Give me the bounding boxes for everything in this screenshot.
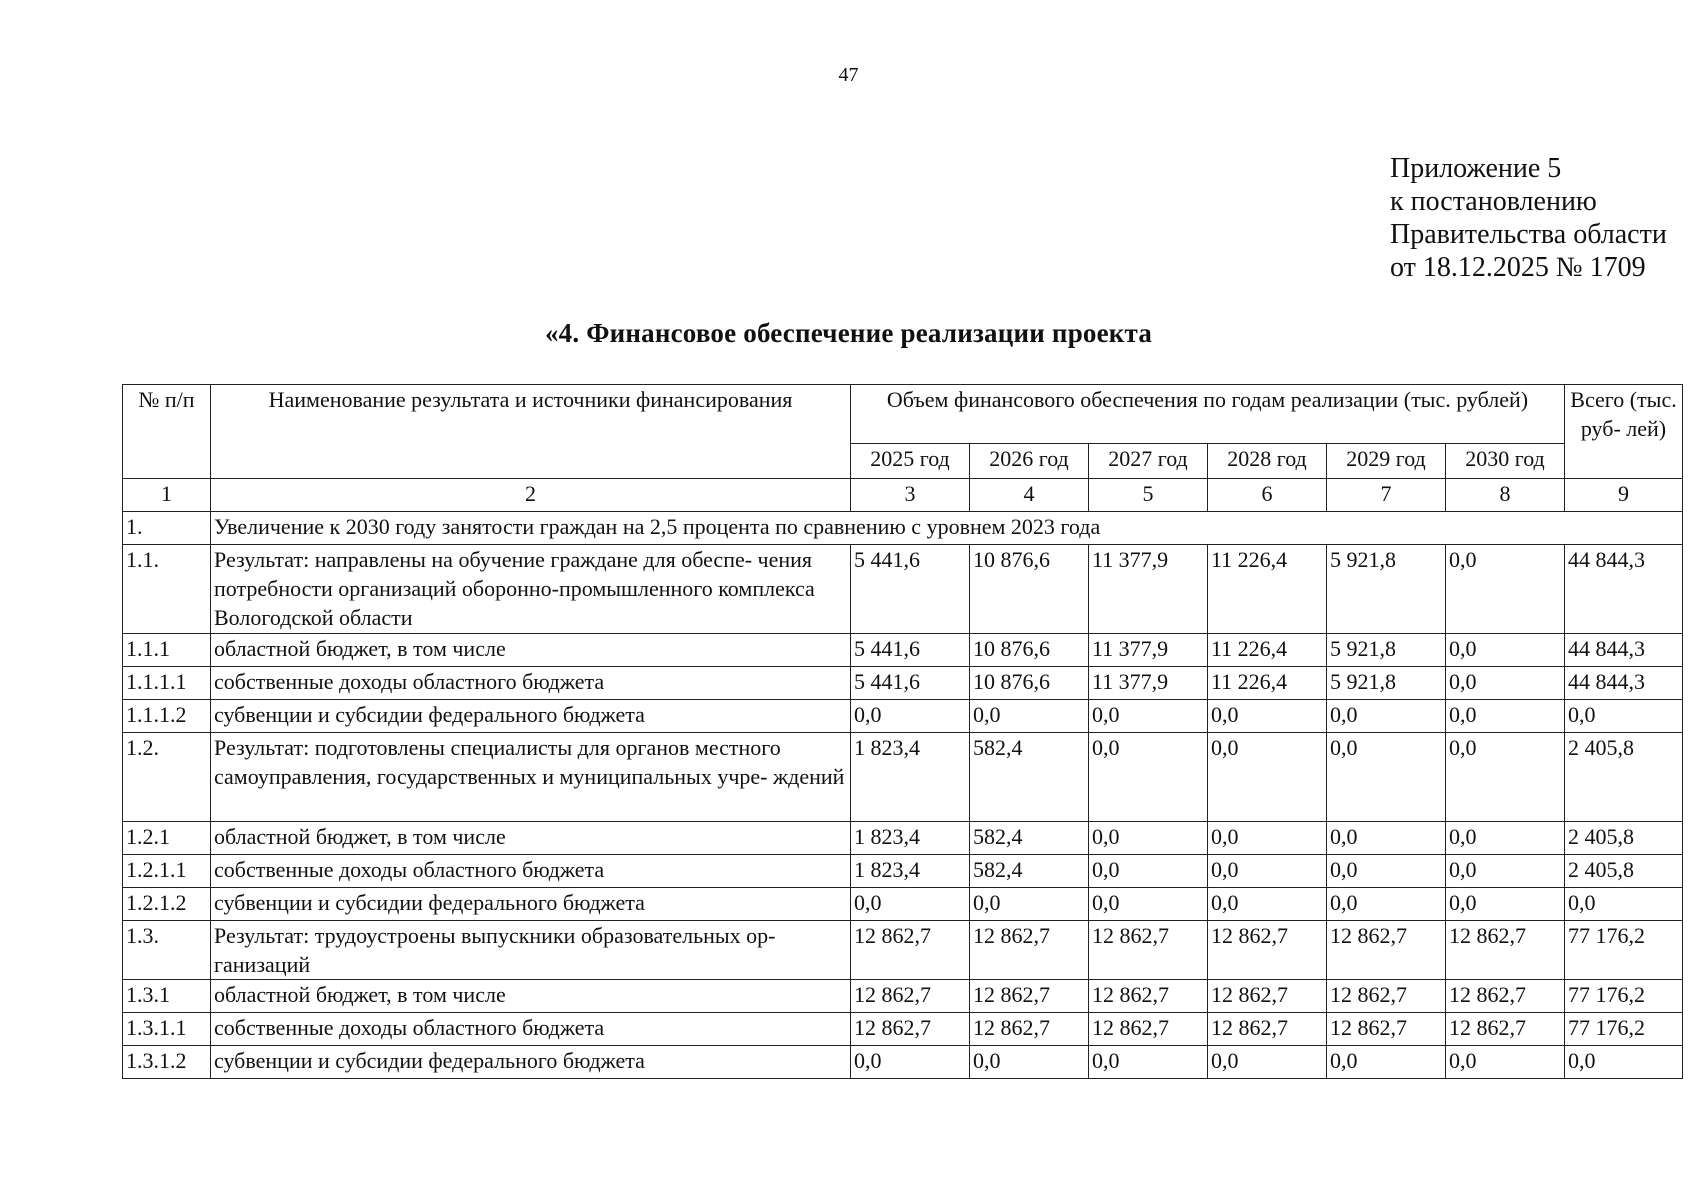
header-year: 2030 год: [1446, 444, 1565, 479]
cell-value: 12 862,7: [1089, 1013, 1208, 1046]
cell-value: 0,0: [970, 1046, 1089, 1079]
row-name: Результат: трудоустроены выпускники образовательных ор- ганизаций: [211, 921, 851, 980]
table-row: [123, 733, 1683, 822]
table-body: [123, 512, 1683, 1079]
table-header: [123, 385, 1683, 512]
cell-value: 0,0: [1089, 1046, 1208, 1079]
cell-total: 2 405,8: [1565, 733, 1683, 822]
cell-value: 0,0: [1446, 1046, 1565, 1079]
cell-value: 5 921,8: [1327, 667, 1446, 700]
cell-value: 12 862,7: [1446, 921, 1565, 980]
cell-value: 0,0: [1089, 700, 1208, 733]
cell-value: 0,0: [1089, 855, 1208, 888]
cell-value: 10 876,6: [970, 634, 1089, 667]
row-num: 1.2.: [123, 733, 211, 822]
column-number: 8: [1446, 479, 1565, 512]
row-num: 1.2.1: [123, 822, 211, 855]
header-name: Наименование результата и источники финансирования: [211, 385, 851, 479]
row-name: собственные доходы областного бюджета: [211, 855, 851, 888]
cell-value: 12 862,7: [1446, 1013, 1565, 1046]
appendix-line: от 18.12.2025 № 1709: [1390, 252, 1646, 283]
cell-total: 44 844,3: [1565, 545, 1683, 634]
row-num: 1.3.1.1: [123, 1013, 211, 1046]
cell-value: 0,0: [1327, 1046, 1446, 1079]
section-row: [123, 512, 1683, 545]
column-number: 1: [123, 479, 211, 512]
cell-value: 5 921,8: [1327, 634, 1446, 667]
cell-value: 0,0: [1327, 888, 1446, 921]
cell-value: 12 862,7: [1089, 980, 1208, 1013]
appendix-line: Приложение 5: [1390, 153, 1562, 184]
table-row: [123, 545, 1683, 634]
cell-value: 0,0: [1327, 733, 1446, 822]
row-name: субвенции и субсидии федерального бюджета: [211, 700, 851, 733]
cell-value: 12 862,7: [1208, 1013, 1327, 1046]
cell-value: 582,4: [970, 822, 1089, 855]
row-name: Результат: направлены на обучение граждане для обеспе- чения потребности организаций оборонно-промышленного комплекса Вологодской области: [211, 545, 851, 634]
header-year: 2027 год: [1089, 444, 1208, 479]
cell-value: 12 862,7: [851, 980, 970, 1013]
column-number: 2: [211, 479, 851, 512]
cell-value: 11 226,4: [1208, 667, 1327, 700]
row-name: собственные доходы областного бюджета: [211, 1013, 851, 1046]
table-row: [123, 855, 1683, 888]
cell-value: 1 823,4: [851, 855, 970, 888]
cell-total: 2 405,8: [1565, 822, 1683, 855]
cell-value: 12 862,7: [1208, 921, 1327, 980]
row-num: 1.: [123, 512, 211, 545]
column-number: 3: [851, 479, 970, 512]
row-num: 1.1.1: [123, 634, 211, 667]
cell-value: 0,0: [1208, 733, 1327, 822]
row-num: 1.1.1.1: [123, 667, 211, 700]
row-name: областной бюджет, в том числе: [211, 822, 851, 855]
column-number: 9: [1565, 479, 1683, 512]
cell-value: 0,0: [851, 1046, 970, 1079]
cell-value: 0,0: [1446, 545, 1565, 634]
column-number: 6: [1208, 479, 1327, 512]
cell-value: 11 377,9: [1089, 667, 1208, 700]
cell-value: 10 876,6: [970, 667, 1089, 700]
cell-value: 0,0: [1446, 733, 1565, 822]
cell-value: 0,0: [1446, 822, 1565, 855]
cell-value: 5 441,6: [851, 667, 970, 700]
header-num: № п/п: [123, 385, 211, 479]
cell-value: 0,0: [1208, 822, 1327, 855]
cell-value: 0,0: [1446, 888, 1565, 921]
cell-total: 44 844,3: [1565, 634, 1683, 667]
page-number: 47: [838, 64, 859, 86]
cell-total: 77 176,2: [1565, 1013, 1683, 1046]
cell-value: 0,0: [1089, 822, 1208, 855]
header-total: Всего (тыс. руб- лей): [1565, 385, 1683, 479]
cell-value: 0,0: [851, 888, 970, 921]
cell-value: 12 862,7: [1208, 980, 1327, 1013]
cell-total: 2 405,8: [1565, 855, 1683, 888]
cell-value: 0,0: [1327, 855, 1446, 888]
appendix-note: [1390, 152, 1667, 284]
cell-value: 0,0: [1327, 700, 1446, 733]
appendix-line: к постановлению: [1390, 186, 1597, 217]
financing-table: [122, 384, 1683, 1079]
header-year: 2026 год: [970, 444, 1089, 479]
table-row: [123, 888, 1683, 921]
cell-value: 10 876,6: [970, 545, 1089, 634]
cell-value: 0,0: [1208, 1046, 1327, 1079]
document-title: «4. Финансовое обеспечение реализации проекта: [544, 318, 1153, 348]
cell-value: 0,0: [1446, 667, 1565, 700]
row-name: субвенции и субсидии федерального бюджета: [211, 888, 851, 921]
cell-value: 5 441,6: [851, 634, 970, 667]
cell-value: 12 862,7: [1327, 980, 1446, 1013]
cell-total: 0,0: [1565, 888, 1683, 921]
header-year: 2025 год: [851, 444, 970, 479]
cell-value: 0,0: [1327, 822, 1446, 855]
table-row: [123, 921, 1683, 980]
cell-value: 12 862,7: [970, 980, 1089, 1013]
cell-total: 0,0: [1565, 700, 1683, 733]
row-num: 1.3.1: [123, 980, 211, 1013]
column-number: 5: [1089, 479, 1208, 512]
header-year: 2028 год: [1208, 444, 1327, 479]
cell-value: 12 862,7: [970, 921, 1089, 980]
table-row: [123, 667, 1683, 700]
cell-value: 1 823,4: [851, 733, 970, 822]
column-number: 4: [970, 479, 1089, 512]
cell-value: 12 862,7: [970, 1013, 1089, 1046]
column-number: 7: [1327, 479, 1446, 512]
cell-value: 0,0: [1446, 634, 1565, 667]
cell-value: 12 862,7: [1327, 1013, 1446, 1046]
cell-value: 582,4: [970, 855, 1089, 888]
cell-value: 0,0: [1089, 888, 1208, 921]
cell-value: 12 862,7: [1089, 921, 1208, 980]
row-name: областной бюджет, в том числе: [211, 980, 851, 1013]
cell-value: 11 226,4: [1208, 634, 1327, 667]
cell-value: 0,0: [970, 888, 1089, 921]
cell-value: 5 921,8: [1327, 545, 1446, 634]
cell-value: 0,0: [970, 700, 1089, 733]
cell-value: 0,0: [1446, 700, 1565, 733]
cell-value: 0,0: [1208, 855, 1327, 888]
cell-total: 0,0: [1565, 1046, 1683, 1079]
cell-total: 44 844,3: [1565, 667, 1683, 700]
cell-value: 582,4: [970, 733, 1089, 822]
cell-value: 12 862,7: [1446, 980, 1565, 1013]
row-name: областной бюджет, в том числе: [211, 634, 851, 667]
appendix-line: Правительства области: [1390, 219, 1667, 250]
table-row: [123, 634, 1683, 667]
cell-value: 0,0: [1208, 888, 1327, 921]
section-title: Увеличение к 2030 году занятости граждан на 2,5 процента по сравнению с уровнем 2023 года: [211, 512, 1683, 545]
cell-value: 11 377,9: [1089, 545, 1208, 634]
row-num: 1.1.: [123, 545, 211, 634]
cell-total: 77 176,2: [1565, 980, 1683, 1013]
row-num: 1.3.: [123, 921, 211, 980]
table-row: [123, 822, 1683, 855]
row-num: 1.3.1.2: [123, 1046, 211, 1079]
cell-value: 0,0: [851, 700, 970, 733]
column-number-row: [123, 479, 1683, 512]
cell-value: 12 862,7: [851, 921, 970, 980]
cell-value: 11 377,9: [1089, 634, 1208, 667]
row-num: 1.2.1.1: [123, 855, 211, 888]
cell-value: 12 862,7: [851, 1013, 970, 1046]
cell-value: 12 862,7: [1327, 921, 1446, 980]
row-name: субвенции и субсидии федерального бюджета: [211, 1046, 851, 1079]
table-row: [123, 700, 1683, 733]
cell-value: 5 441,6: [851, 545, 970, 634]
cell-value: 0,0: [1446, 855, 1565, 888]
cell-value: 0,0: [1089, 733, 1208, 822]
header-volume: Объем финансового обеспечения по годам реализации (тыс. рублей): [851, 385, 1565, 444]
cell-total: 77 176,2: [1565, 921, 1683, 980]
row-name: собственные доходы областного бюджета: [211, 667, 851, 700]
row-num: 1.2.1.2: [123, 888, 211, 921]
header-year: 2029 год: [1327, 444, 1446, 479]
cell-value: 1 823,4: [851, 822, 970, 855]
row-num: 1.1.1.2: [123, 700, 211, 733]
table-row: [123, 1013, 1683, 1046]
row-name: Результат: подготовлены специалисты для органов местного самоуправления, государственных и муниципальных учре- ждений: [211, 733, 851, 822]
cell-value: 11 226,4: [1208, 545, 1327, 634]
cell-value: 0,0: [1208, 700, 1327, 733]
table-row: [123, 1046, 1683, 1079]
table-row: [123, 980, 1683, 1013]
